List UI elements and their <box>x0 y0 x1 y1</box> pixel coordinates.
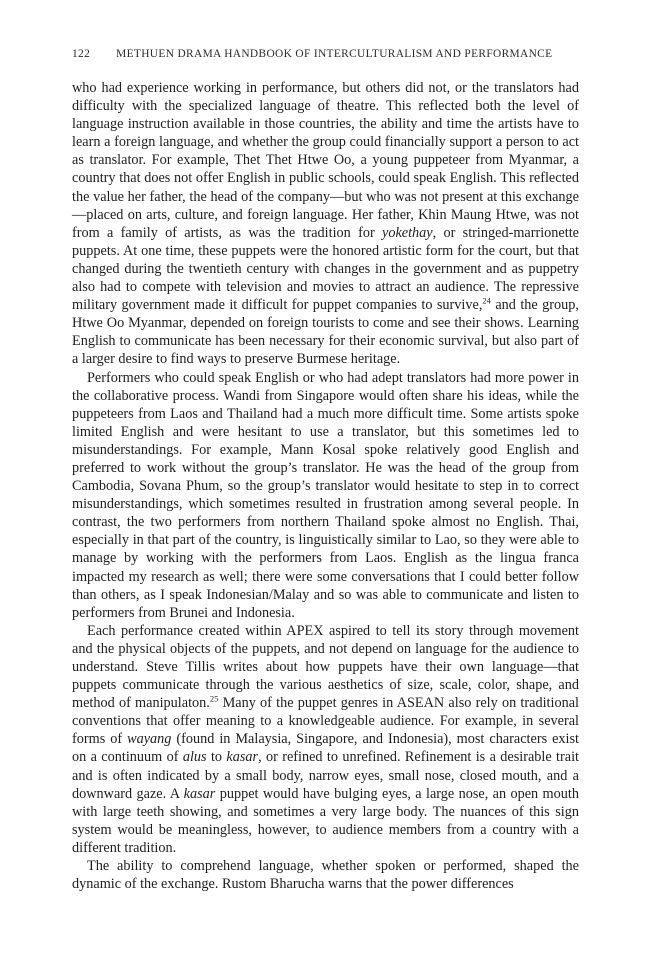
running-head-title: METHUEN DRAMA HANDBOOK OF INTERCULTURALISM AND PERFORMANCE <box>116 48 553 60</box>
text-run: to <box>206 749 227 766</box>
text-run: Performers who could speak English or who had adept translators had more power in the collaborative process. Wandi from Singapore would often share his ideas, while the puppeteers from Laos and Thailand had a much more difficult time. Some artists spoke limited English and were hesitant to use a translator, but this sometimes led to misunderstandings. For example, Mann Kosal spoke relatively good English and preferred to work without the group’s translator. He was the head of the group from Cambodia, Sovana Phum, so the group’s translator would hesitate to step in to correct misunderstandings, which sometimes resulted in frustration among several people. In contrast, the two performers from northern Thailand spoke almost no English. Thai, especially in that part of the country, is linguistically similar to Lao, so they were able to manage by working with the performers from Laos. English as the lingua franca impacted my research as well; there were some conversations that I could better follow than others, as I speak Indonesian/Malay and so was able to communicate and listen to performers from Brunei and Indonesia. <box>72 369 579 621</box>
text-run: Each performance created within APEX aspired to tell its story through movement and the physical objects of the puppets, and not depend on language for the audience to understand. Steve Tillis writes about how puppets have their own language—that puppets communicate through the various aesthetics of size, scale, color, shape, and method of manipulaton. <box>72 622 579 712</box>
text-run: (found in Malaysia, Singapore, and Indonesia), most characters exist on a continuum of <box>72 731 579 766</box>
paragraph <box>72 369 579 622</box>
footnote-marker: 24 <box>482 295 491 306</box>
body-text <box>72 79 579 893</box>
italic-term: yokethay <box>382 224 433 241</box>
italic-term: kasar <box>183 785 216 802</box>
text-run: who had experience working in performance, but others did not, or the translators had difficulty with the specialized language of theatre. This reflected both the level of language instruction available in those countries, the ability and time the artists have to learn a foreign language, and whether the group could financially support a person to act as translator. For example, Thet Thet Htwe Oo, a young puppeteer from Myanmar, a country that does not offer English in public schools, could speak English. This reflected the value her father, the head of the company—but who was not present at this exchange—placed on arts, culture, and foreign language. Her father, Khin Maung Htwe, was not from a family of artists, as was the tradition for <box>72 80 579 241</box>
text-run: and the group, Htwe Oo Myanmar, depended on foreign tourists to come and see their shows. Learning English to communicate has been necessary for their economic survival, but also part of a larger desire to find ways to preserve Burmese heritage. <box>72 297 579 368</box>
page-number: 122 <box>72 48 91 60</box>
text-run: , or refined to unrefined. Refinement is a desirable trait and is often indicated by a small body, narrow eyes, small nose, closed mouth, and a downward gaze. A <box>72 749 579 802</box>
book-page <box>72 48 579 893</box>
running-head <box>72 48 579 60</box>
text-run: , or stringed-marrionette puppets. At one time, these puppets were the honored artistic form for the court, but that changed during the twentieth century with changes in the government and as puppetry also had to compete with television and movies to attract an audience. The repressive military government made it difficult for puppet companies to survive, <box>72 224 579 314</box>
paragraph <box>72 622 579 857</box>
paragraph <box>72 857 579 893</box>
italic-term: wayang <box>127 731 172 748</box>
italic-term: alus <box>182 749 207 766</box>
footnote-marker: 25 <box>209 693 219 704</box>
paragraph <box>72 79 579 369</box>
text-run: Many of the puppet genres in ASEAN also rely on traditional conventions that offer meaning to a knowledgeable audience. For example, in several forms of <box>72 695 579 748</box>
italic-term: kasar <box>226 749 259 766</box>
text-run: The ability to comprehend language, whether spoken or performed, shaped the dynamic of the exchange. Rustom Bharucha warns that the power differences <box>72 858 579 893</box>
text-run: puppet would have bulging eyes, a large nose, an open mouth with large teeth showing, and sometimes a very large body. The nuances of this sign system would be meaningless, however, to audience members from a country with a different tradition. <box>72 785 579 856</box>
